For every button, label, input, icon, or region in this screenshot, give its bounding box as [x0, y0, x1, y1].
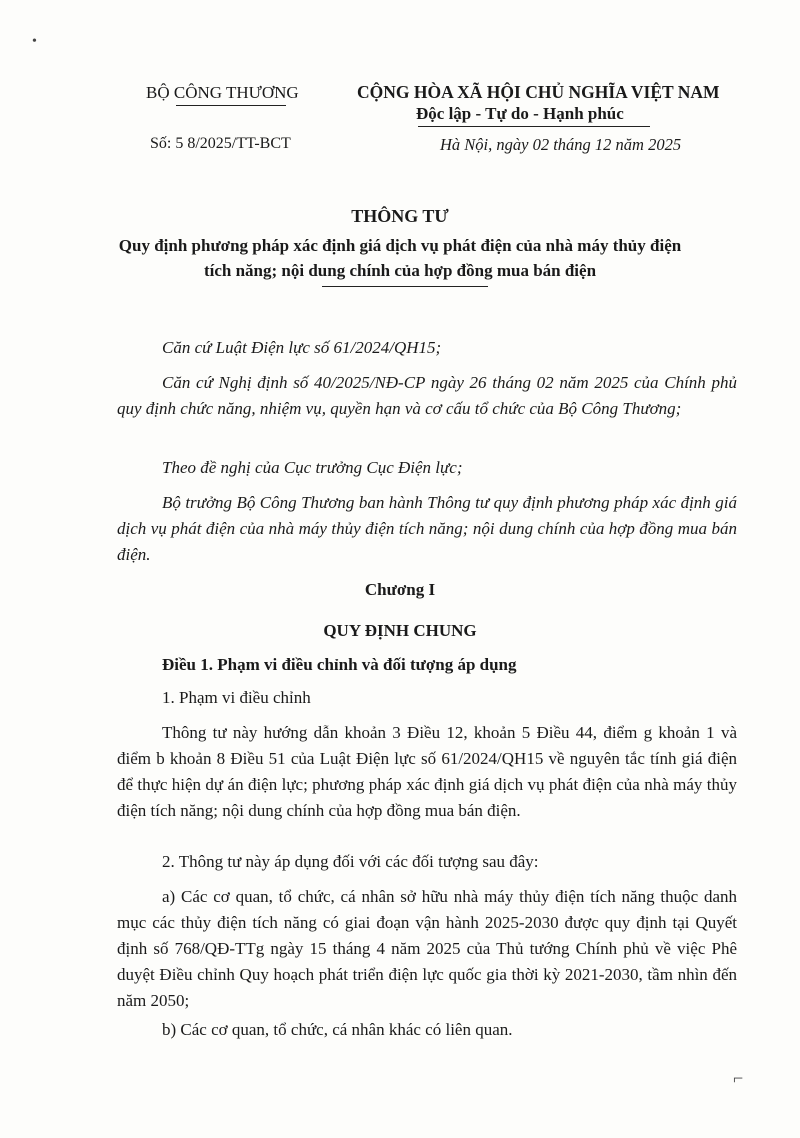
ministry-name: BỘ CÔNG THƯƠNG	[146, 83, 299, 102]
motto-underline	[418, 126, 650, 127]
clause-2-point-b: b) Các cơ quan, tổ chức, cá nhân khác có liên quan.	[162, 1020, 513, 1039]
ministry-underline	[176, 105, 286, 106]
title-underline	[322, 286, 488, 287]
chapter-name: QUY ĐỊNH CHUNG	[323, 621, 477, 640]
clause-2-title: 2. Thông tư này áp dụng đối với các đối tượng sau đây:	[162, 852, 539, 871]
document-number: Số: 5 8/2025/TT-BCT	[150, 135, 291, 152]
clause-1-title: 1. Phạm vi điều chỉnh	[162, 688, 311, 707]
document-type: THÔNG TƯ	[351, 206, 449, 226]
chapter-number: Chương I	[364, 580, 436, 599]
scan-mark: •	[32, 34, 37, 49]
preamble-proposal: Theo đề nghị của Cục trưởng Cục Điện lực;	[162, 458, 463, 477]
initial-mark: ⌐	[733, 1068, 744, 1088]
clause-2-point-a: a) Các cơ quan, tổ chức, cá nhân sở hữu nhà máy thủy điện tích năng thuộc danh mục các thủy điện tích năng có giai đoạn vận hành 2025-2030 được quy định tại Quyết định số 768/QĐ-TTg ngày 15 tháng 4 năm 2025 của Thủ tướng Chính phủ về việc Phê duyệt Điều chỉnh Quy hoạch phát triển điện lực quốc gia thời kỳ 2021-2030, tầm nhìn đến năm 2050;	[117, 887, 737, 1010]
clause-1-text: Thông tư này hướng dẫn khoản 3 Điều 12, khoản 5 Điều 44, điểm g khoản 1 và điểm b khoản 8 Điều 51 của Luật Điện lực số 61/2024/QH15 về nguyên tắc tính giá điện để thực hiện dự án điện lực; phương pháp xác định giá dịch vụ phát điện của nhà máy thủy điện tích năng; nội dung chính của hợp đồng mua bán điện.	[117, 723, 737, 820]
republic-name: CỘNG HÒA XÃ HỘI CHỦ NGHĨA VIỆT NAM	[357, 82, 720, 102]
preamble-law: Căn cứ Luật Điện lực số 61/2024/QH15;	[162, 338, 442, 357]
national-motto: Độc lập - Tự do - Hạnh phúc	[416, 104, 624, 123]
document-subject-line1: Quy định phương pháp xác định giá dịch vụ phát điện của nhà máy thủy điện	[118, 236, 682, 255]
place-date: Hà Nội, ngày 02 tháng 12 năm 2025	[440, 135, 682, 154]
article-1-heading: Điều 1. Phạm vi điều chỉnh và đối tượng áp dụng	[162, 655, 517, 674]
preamble-issuance: Bộ trưởng Bộ Công Thương ban hành Thông tư quy định phương pháp xác định giá dịch vụ phát điện của nhà máy thủy điện tích năng; nội dung chính của hợp đồng mua bán điện.	[117, 493, 737, 564]
document-subject-line2: tích năng; nội dung chính của hợp đồng mua bán điện	[203, 261, 597, 280]
preamble-decree: Căn cứ Nghị định số 40/2025/NĐ-CP ngày 26 tháng 02 năm 2025 của Chính phủ quy định chức năng, nhiệm vụ, quyền hạn và cơ cấu tổ chức của Bộ Công Thương;	[117, 373, 737, 418]
